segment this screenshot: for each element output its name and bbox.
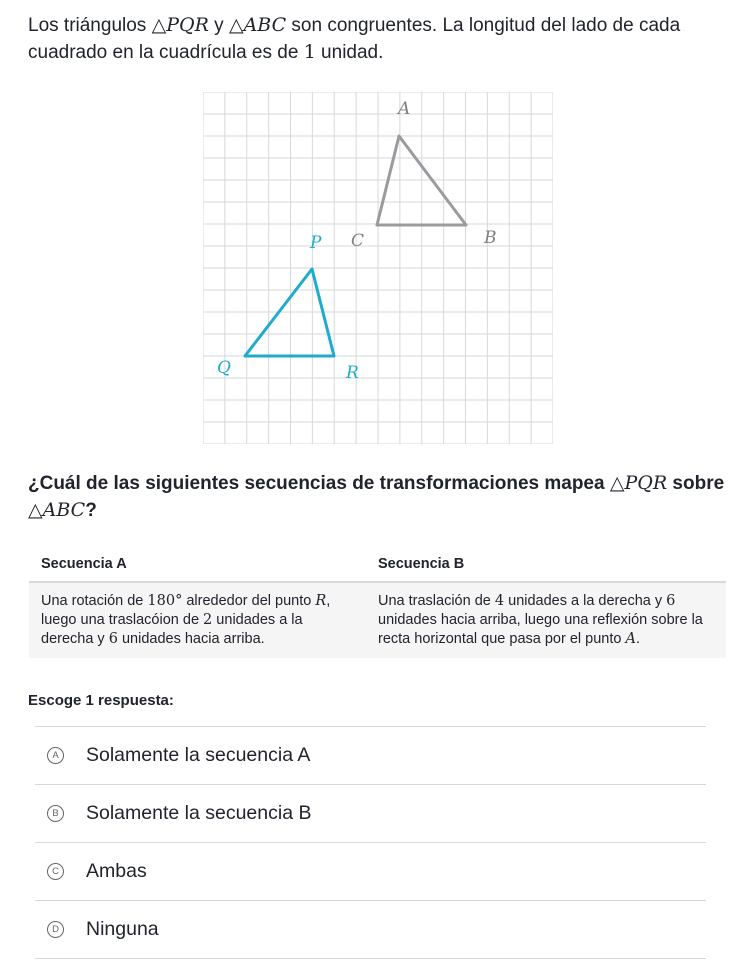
seq-point: R <box>315 593 327 609</box>
seq-number: 6 <box>666 593 676 609</box>
triangle-name-pqr: PQR <box>624 472 668 494</box>
grid-lines <box>203 92 553 444</box>
sequence-a-description <box>29 582 366 658</box>
triangle-symbol: △ <box>151 14 167 36</box>
seq-number: 180 <box>147 593 176 609</box>
label-a: A <box>398 99 411 119</box>
seq-point: A <box>625 631 636 647</box>
choice-letter-badge: C <box>47 863 64 880</box>
degree-symbol: ° <box>175 593 183 609</box>
seq-text: unidades hacia arriba. <box>117 631 265 647</box>
choice-b[interactable] <box>35 785 706 843</box>
seq-text: . <box>635 631 640 647</box>
choice-label: Ambas <box>86 860 147 882</box>
choose-label: Escoge 1 respuesta: <box>28 692 174 709</box>
question-prompt <box>28 470 738 524</box>
choice-label: Solamente la secuencia A <box>86 744 311 766</box>
choice-letter-badge: D <box>47 921 64 938</box>
choice-letter-badge: A <box>47 747 64 764</box>
question-text: ? <box>85 500 97 521</box>
intro-text: Los triángulos <box>28 15 152 36</box>
table-row <box>29 582 726 658</box>
unit-length: 1 <box>303 41 316 63</box>
label-r: R <box>346 363 359 383</box>
label-b: B <box>484 228 497 248</box>
choice-label: Ninguna <box>86 918 159 940</box>
seq-text: , luego una traslacóion de <box>41 593 331 628</box>
seq-number: 6 <box>108 631 118 647</box>
seq-text: alrededor del punto <box>182 593 316 609</box>
sequence-b-description <box>366 582 726 658</box>
intro-text: y <box>208 15 229 36</box>
triangle-symbol: △ <box>609 472 625 494</box>
triangle-symbol: △ <box>28 499 43 521</box>
choice-d[interactable] <box>35 901 706 959</box>
seq-text: unidades a la derecha y <box>504 593 667 609</box>
intro-text: unidad. <box>315 42 384 63</box>
triangle-name-abc: ABC <box>243 14 287 36</box>
sequences-table <box>29 556 726 658</box>
seq-text: unidades hacia arriba, luego una reflexión sobre la recta horizontal que pasa por el punto <box>378 612 703 647</box>
choice-a[interactable] <box>35 727 706 785</box>
triangle-symbol: △ <box>228 14 244 36</box>
triangle-name-abc: ABC <box>42 499 86 521</box>
header-sequence-b: Secuencia B <box>366 556 726 582</box>
label-c: C <box>351 231 365 251</box>
table-header-row <box>29 556 726 582</box>
seq-text: unidades a la derecha y <box>41 612 303 647</box>
choice-c[interactable] <box>35 843 706 901</box>
intro-text: son congruentes. La longitud del lado de cada cuadrado en la cuadrícula es de <box>28 15 681 63</box>
choice-label: Solamente la secuencia B <box>86 802 312 824</box>
header-sequence-a: Secuencia A <box>29 556 366 582</box>
seq-number: 2 <box>203 612 213 628</box>
coordinate-grid-figure <box>203 92 553 444</box>
answer-choices <box>35 726 706 959</box>
label-p: P <box>310 233 322 253</box>
seq-number: 4 <box>494 593 505 609</box>
problem-statement <box>28 12 738 66</box>
question-text: sobre <box>667 473 725 494</box>
grid-svg <box>203 92 553 444</box>
question-text: ¿Cuál de las siguientes secuencias de transformaciones mapea <box>28 473 610 494</box>
seq-text: Una rotación de <box>41 593 148 609</box>
seq-text: Una traslación de <box>378 593 495 609</box>
choice-letter-badge: B <box>47 805 64 822</box>
triangle-name-pqr: PQR <box>166 14 209 36</box>
label-q: Q <box>217 358 231 378</box>
